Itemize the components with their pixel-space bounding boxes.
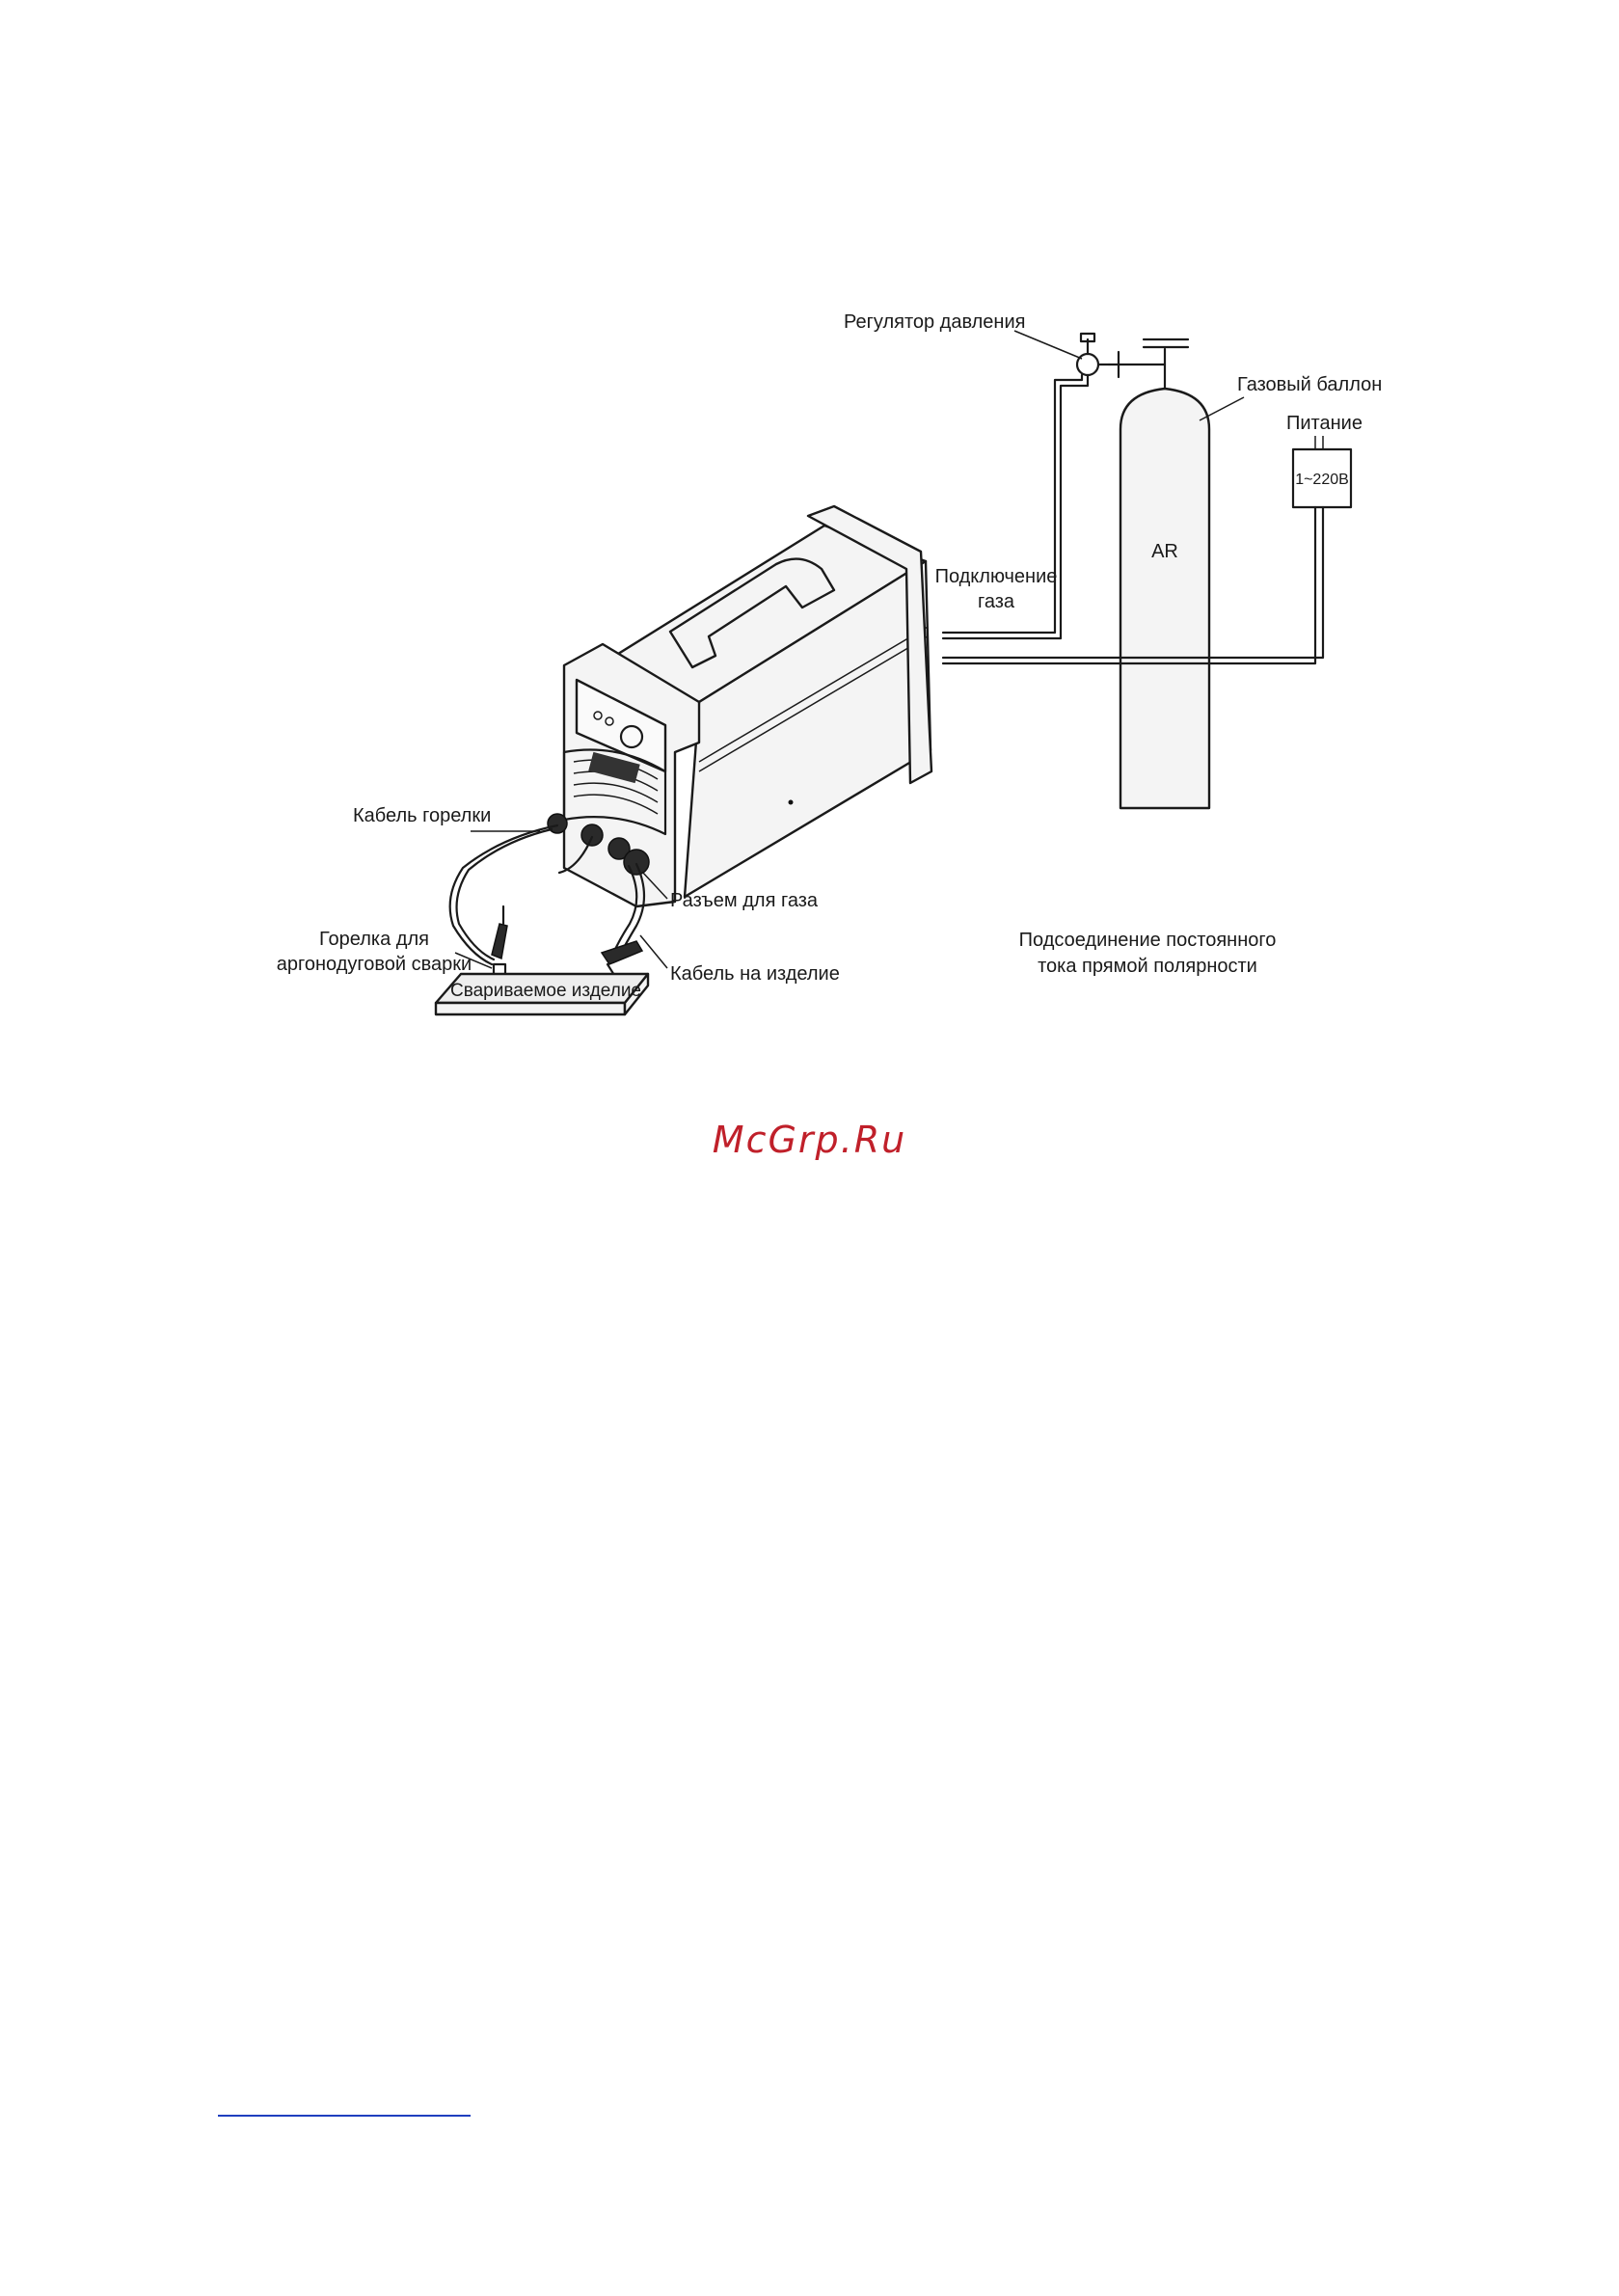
label-torch-1: Горелка для (319, 929, 429, 950)
caption-line-2: тока прямой полярности (1038, 956, 1257, 977)
cylinder-marking: AR (1151, 541, 1178, 562)
label-power-value: 1~220В (1295, 472, 1349, 488)
label-torch-2: аргонодуговой сварки (276, 954, 472, 975)
label-gas-connection-2: газа (977, 591, 1015, 612)
label-gas-socket: Разъем для газа (670, 890, 819, 911)
label-work-cable: Кабель на изделие (670, 963, 840, 985)
label-workpiece: Свариваемое изделие (449, 981, 642, 1001)
footnote-separator (218, 2115, 471, 2117)
tig-welding-connection-diagram (0, 0, 1619, 1061)
label-gas-connection-1: Подключение (934, 566, 1058, 587)
gas-cylinder (1109, 339, 1209, 808)
label-power: Питание (1286, 413, 1363, 434)
label-pressure-regulator: Регулятор давления (844, 311, 1026, 333)
caption-line-1: Подсоединение постоянного (1018, 930, 1277, 951)
label-torch-cable: Кабель горелки (353, 805, 492, 826)
pressure-regulator (943, 334, 1109, 638)
welding-inverter (548, 506, 931, 906)
watermark: McGrp.Ru (712, 1119, 907, 1161)
label-gas-cylinder: Газовый баллон (1237, 374, 1383, 395)
